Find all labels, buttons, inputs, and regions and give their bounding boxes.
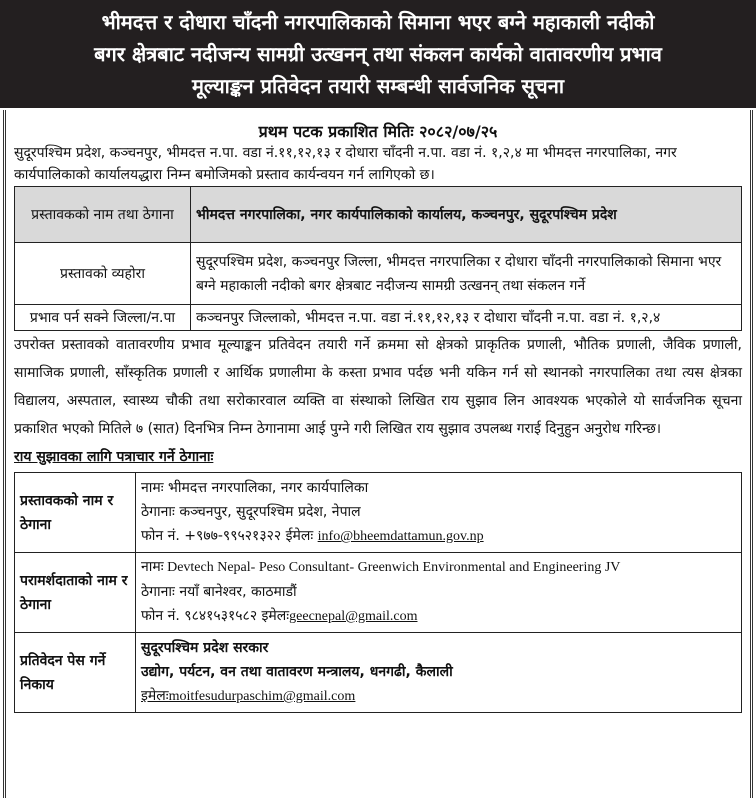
- row-label: प्रतिवेदन पेस गर्ने निकाय: [15, 633, 136, 713]
- notice-body: [3, 110, 753, 798]
- intro-paragraph: सुदूरपश्चिम प्रदेश, कञ्चनपुर, भीमदत्त न.पा. वडा नं.११,१२,१३ र दोधारा चाँदनी न.पा. वडा नं. १,२,४ मा भीमदत्त नगरपालिका, नगर कार्यपालिकाको कार्यालयद्धारा निम्न बमोजिमको प्रस्ताव कार्यन्वयन गर्न लागिएको छ।: [14, 145, 677, 183]
- email-link[interactable]: info@bheemdattamun.gov.np: [317, 529, 484, 544]
- email-link[interactable]: geecnepal@gmail.com: [289, 609, 418, 624]
- row-value: सुदूरपश्चिम प्रदेश, कञ्चनपुर जिल्ला, भीमदत्त नगरपालिका र दोधारा चाँदनी नगरपालिकाको सिमाना भएर बग्ने महाकाली नदीको बगर क्षेत्रबाट नदीजन्य सामग्री उत्खनन् तथा संकलन गर्ने: [191, 243, 742, 305]
- title-line: भीमदत्त र दोधारा चाँदनी नगरपालिकाको सिमाना भएर बग्ने महाकाली नदीको: [101, 10, 655, 34]
- row-value: भीमदत्त नगरपालिका, नगर कार्यपालिकाको कार्यालय, कञ्चनपुर, सुदूरपश्चिम प्रदेश: [191, 187, 742, 243]
- row-label: प्रभाव पर्न सक्ने जिल्ला/न.पा: [15, 305, 191, 331]
- row-label: प्रस्तावकको नाम र ठेगाना: [15, 473, 136, 553]
- publish-date: प्रथम पटक प्रकाशित मितिः २०८२/०७/२५: [258, 122, 498, 141]
- contact-phone: फोन नं. ९८४१५३१५८२ इमेलः: [141, 608, 290, 624]
- row-label: प्रस्तावको व्यहोरा: [15, 243, 191, 305]
- row-label: परामर्शदाताको नाम र ठेगाना: [15, 553, 136, 633]
- table-row: [15, 553, 742, 633]
- contact-name: सुदूरपश्चिम प्रदेश सरकार: [141, 640, 269, 656]
- email-link[interactable]: moitfesudurpaschim@gmail.com: [168, 689, 356, 704]
- table-row: [15, 243, 742, 305]
- notice-title: [0, 0, 756, 108]
- table-row: [15, 305, 742, 331]
- contact-name: नामः भीमदत्त नगरपालिका, नगर कार्यपालिका: [141, 480, 369, 496]
- table-row: [15, 187, 742, 243]
- contact-heading: राय सुझावका लागि पत्राचार गर्ने ठेगानाः: [14, 449, 214, 465]
- table-row: [15, 633, 742, 713]
- contact-address: ठेगानाः कञ्चनपुर, सुदूरपश्चिम प्रदेश, नेपाल: [141, 504, 361, 520]
- contact-phone: इमेलः: [141, 688, 169, 704]
- contact-table: [14, 472, 742, 713]
- proposal-table: [14, 186, 742, 331]
- table-row: [15, 473, 742, 553]
- contact-phone: फोन नं. +९७७-९९५२१३२२ ईमेलः: [141, 528, 314, 544]
- title-line: बगर क्षेत्रबाट नदीजन्य सामग्री उत्खनन् तथा संकलन कार्यको वातावरणीय प्रभाव: [94, 42, 662, 66]
- title-line: मूल्याङ्कन प्रतिवेदन तयारी सम्बन्धी सार्वजनिक सूचना: [191, 74, 565, 98]
- row-value: कञ्चनपुर जिल्लाको, भीमदत्त न.पा. वडा नं.११,१२,१३ र दोधारा चाँदनी न.पा. वडा नं. १,२,४: [191, 305, 742, 331]
- contact-name: नामः Devtech Nepal- Peso Consultant- Greenwich Environmental and Engineering JV: [141, 560, 621, 575]
- contact-address: ठेगानाः नयाँ बानेश्वर, काठमाडौं: [141, 584, 297, 600]
- contact-address: उद्योग, पर्यटन, वन तथा वातावरण मन्त्रालय, धनगढी, कैलाली: [141, 664, 453, 680]
- body-paragraph: उपरोक्त प्रस्तावको वातावरणीय प्रभाव मूल्याङ्कन प्रतिवेदन तयारी गर्ने क्रममा सो क्षेत्रको प्राकृतिक प्रणाली, भौतिक प्रणाली, जैविक प्रणाली, सामाजिक प्रणाली, साँस्कृतिक प्रणाली र आर्थिक प्रणालीमा के कस्ता प्रभाव पर्दछ भनी यकिन गर्न सो स्थानको नगरपालिका तथा त्यस क्षेत्रका विद्यालय, अस्पताल, स्वास्थ्य चौकी तथा सरोकारवाल व्यक्ति वा संस्थाको लिखित राय सुझाव लिन आवश्यक भएकोले यो सार्वजनिक सूचना प्रकाशित भएको मितिले ७ (सात) दिनभित्र निम्न ठेगानामा आई पुग्ने गरी लिखित राय सुझाव उपलब्ध गराई दिनुहुन अनुरोध गरिन्छ।: [14, 337, 742, 437]
- row-label: प्रस्तावकको नाम तथा ठेगाना: [15, 187, 191, 243]
